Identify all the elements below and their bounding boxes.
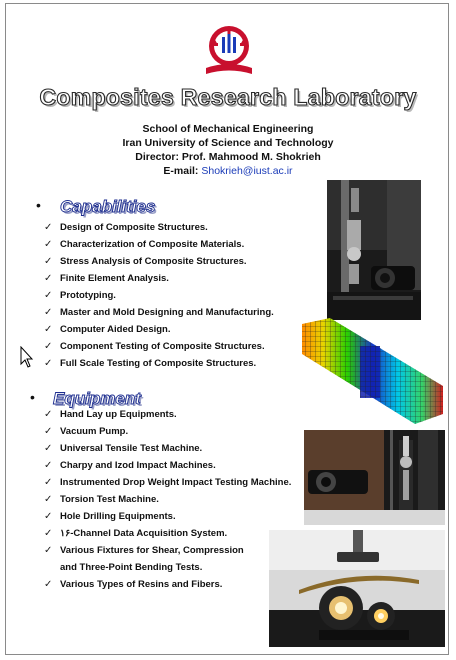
email-line	[0, 164, 456, 178]
university-line: Iran University of Science and Technology	[122, 137, 334, 149]
tensile-machine-photo	[327, 180, 421, 320]
capability-item-label: Stress Analysis of Composite Structures.	[60, 256, 247, 267]
school-line: School of Mechanical Engineering	[142, 123, 314, 135]
fea-mesh-image	[300, 316, 445, 426]
capability-item-label: Master and Mold Designing and Manufacturing.	[60, 307, 274, 318]
capability-item	[44, 289, 274, 306]
bending-fixture-photo	[269, 530, 445, 647]
equipment-item	[44, 442, 291, 459]
check-mark-icon: ✓	[44, 290, 53, 301]
equipment-item-label: Hand Lay up Equipments.	[60, 409, 177, 420]
email-label: E-mail:	[163, 165, 199, 177]
check-mark-icon: ✓	[44, 358, 53, 369]
equipment-item-label: Torsion Test Machine.	[60, 494, 159, 505]
capability-item-label: Full Scale Testing of Composite Structures.	[60, 358, 257, 369]
check-mark-icon: ✓	[44, 460, 53, 471]
capability-item-label: Characterization of Composite Materials.	[60, 239, 245, 250]
check-mark-icon: ✓	[44, 341, 53, 352]
mouse-pointer-icon	[20, 346, 34, 368]
equipment-item-label: and Three-Point Bending Tests.	[60, 562, 203, 573]
capability-item	[44, 357, 274, 374]
equipment-item	[44, 561, 291, 578]
capabilities-heading: Capabilities	[60, 197, 156, 216]
check-mark-icon: ✓	[44, 239, 53, 250]
equipment-item-label: Various Types of Resins and Fibers.	[60, 579, 223, 590]
email-link[interactable]: Shokrieh@iust.ac.ir	[201, 165, 293, 177]
equipment-item	[44, 510, 291, 527]
capability-item-label: Prototyping.	[60, 290, 116, 301]
check-mark-icon: ✓	[44, 273, 53, 284]
capability-item-label: Design of Composite Structures.	[60, 222, 208, 233]
equipment-item	[44, 544, 291, 561]
check-mark-icon: ✓	[44, 222, 53, 233]
equipment-item-label: ۱۶-Channel Data Acquisition System.	[60, 528, 228, 539]
director-line: Director: Prof. Mahmood M. Shokrieh	[135, 151, 321, 163]
capability-item	[44, 306, 274, 323]
capability-item	[44, 323, 274, 340]
check-mark-icon: ✓	[44, 256, 53, 267]
equipment-item-label: Instrumented Drop Weight Impact Testing Machine.	[60, 477, 292, 488]
equipment-list	[44, 408, 291, 595]
check-mark-icon: ✓	[44, 511, 53, 522]
capability-item	[44, 255, 274, 272]
equipment-item-label: Various Fixtures for Shear, Compression	[60, 545, 244, 556]
check-mark-icon: ✓	[44, 409, 53, 420]
equipment-heading: Equipment	[53, 389, 141, 408]
check-mark-icon: ✓	[44, 443, 53, 454]
check-mark-icon: ✓	[44, 579, 53, 590]
equipment-item	[44, 408, 291, 425]
capability-item	[44, 340, 274, 357]
lab-title: Composites Research Laboratory	[39, 84, 417, 110]
university-logo	[200, 20, 258, 84]
capability-item	[44, 221, 274, 238]
capability-item-label: Computer Aided Design.	[60, 324, 171, 335]
equipment-item-label: Universal Tensile Test Machine.	[60, 443, 203, 454]
equipment-item-label: Charpy and Izod Impact Machines.	[60, 460, 216, 471]
equipment-item-label: Hole Drilling Equipments.	[60, 511, 176, 522]
check-mark-icon: ✓	[44, 324, 53, 335]
check-mark-icon: ✓	[44, 477, 53, 488]
check-mark-icon: ✓	[44, 426, 53, 437]
equipment-item	[44, 493, 291, 510]
capability-item-label: Component Testing of Composite Structures.	[60, 341, 265, 352]
equipment-item-label: Vacuum Pump.	[60, 426, 129, 437]
check-mark-icon: ✓	[44, 528, 53, 539]
equipment-item	[44, 425, 291, 442]
capabilities-list	[44, 221, 274, 374]
equipment-item	[44, 527, 291, 544]
impact-machine-photo	[304, 430, 445, 525]
equipment-item	[44, 578, 291, 595]
bullet-dot-icon: •	[36, 197, 41, 213]
equipment-item	[44, 459, 291, 476]
bullet-dot-icon: •	[30, 389, 35, 405]
check-mark-icon: ✓	[44, 307, 53, 318]
capability-item-label: Finite Element Analysis.	[60, 273, 169, 284]
capability-item	[44, 272, 274, 289]
equipment-item	[44, 476, 291, 493]
check-mark-icon: ✓	[44, 494, 53, 505]
check-mark-icon: ✓	[44, 545, 53, 556]
capability-item	[44, 238, 274, 255]
